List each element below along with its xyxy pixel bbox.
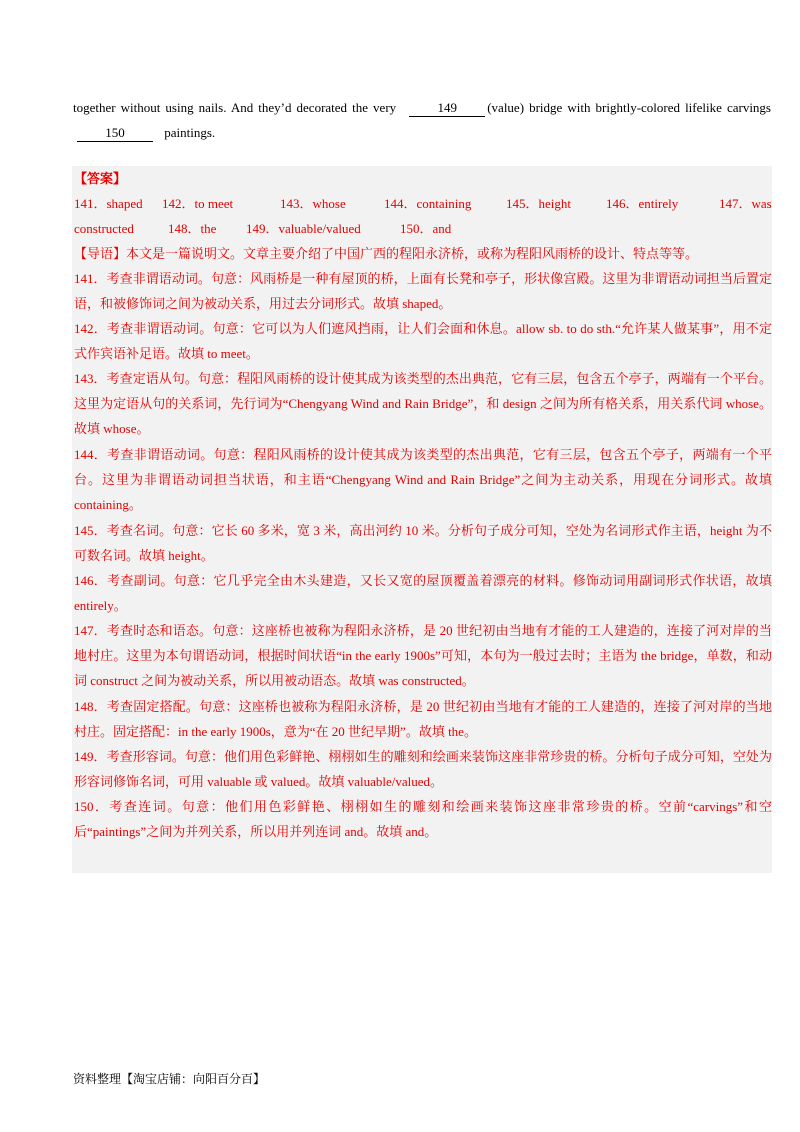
explanation-145: 145．考查名词。句意：它长 60 多米，宽 3 米，高出河约 10 米。分析句子成分可知，空处为名词形式作主语，height 为不可数名词。故填 height。 [74,523,772,563]
answer-143: 143．whose [280,196,346,211]
blank-149: 149 [409,100,485,117]
answer-box [72,166,772,873]
explanation-146: 146．考查副词。句意：它几乎完全由木头建造，又长又宽的屋顶覆盖着漂亮的材料。修饰动词用副词形式作状语，故填 entirely。 [74,573,772,613]
explanation-144: 144．考查非谓语动词。句意：程阳风雨桥的设计使其成为该类型的杰出典范，它有三层，包含五个亭子，两端有一个平台。这里为非谓语动词担当状语，和主语“Chengyang Wind and Rain Bridge”之间为主动关系，用现在分词形式。故填 containing。 [74,447,772,512]
answer-146: 146．entirely [606,196,679,211]
answer-147: 147．was [719,196,772,211]
answer-148: 148．the [168,221,217,236]
guide-text: 【导语】本文是一篇说明文。文章主要介绍了中国广西的程阳永济桥，或称为程阳风雨桥的设计、特点等等。 [74,246,699,261]
explanation-141: 141．考查非谓语动词。句意：风雨桥是一种有屋顶的桥，上面有长凳和亭子，形状像宫殿。这里为非谓语动词担当后置定语，和被修饰词之间为被动关系，用过去分词形式。故填 shaped。 [74,271,772,311]
passage-text [73,95,771,145]
explanation-147: 147．考查时态和语态。句意：这座桥也被称为程阳永济桥，是 20 世纪初由当地有才能的工人建造的，连接了河对岸的当地村庄。这里为本句谓语动词，根据时间状语“in the early 1900s”可知，本句为一般过去时；主语为 the bridge，单数，和动词 construct 之间为被动关系，所以用被动语态。故填 was constructed。 [74,623,772,688]
explanation-149: 149．考查形容词。句意：他们用色彩鲜艳、栩栩如生的雕刻和绘画来装饰这座非常珍贵的桥。分析句子成分可知，空处为形容词修饰名词，可用 valuable 或 valued。故填 valuable/valued。 [74,749,772,789]
explanation-143: 143．考查定语从句。句意：程阳风雨桥的设计使其成为该类型的杰出典范，它有三层，包含五个亭子，两端有一个平台。这里为定语从句的关系词，先行词为“Chengyang Wind and Rain Bridge”，和 design 之间为所有格关系，用关系代词 whose。故填 whose。 [74,371,772,436]
answer-title: 【答案】 [74,171,127,186]
passage-text-c: paintings. [161,125,216,140]
explanation-150: 150．考查连词。句意：他们用色彩鲜艳、栩栩如生的雕刻和绘画来装饰这座非常珍贵的桥。空前“carvings”和空后“paintings”之间为并列关系，所以用并列连词 and。故填 and。 [74,799,772,839]
answer-147-cont: constructed [74,221,134,236]
answer-142: 142．to meet [162,196,234,211]
blank-150: 150 [77,125,153,142]
passage-text-b: (value) bridge with brightly-colored lifelike carvings [487,100,771,115]
answer-141: 141．shaped [74,196,143,211]
answer-149: 149．valuable/valued [246,221,361,236]
footer-source: 资料整理【淘宝店铺：向阳百分百】 [73,1072,266,1086]
passage-text-a: together without using nails. And they’d decorated the very [73,100,402,115]
answer-150: 150．and [400,221,452,236]
explanation-142: 142．考查非谓语动词。句意：它可以为人们遮风挡雨，让人们会面和休息。allow sb. to do sth.“允许某人做某事”，用不定式作宾语补足语。故填 to meet。 [74,321,772,361]
explanation-148: 148．考查固定搭配。句意：这座桥也被称为程阳永济桥，是 20 世纪初由当地有才能的工人建造的，连接了河对岸的当地村庄。固定搭配：in the early 1900s，意为“在 20 世纪早期”。故填 the。 [74,699,772,739]
answer-144: 144．containing [384,196,472,211]
answer-145: 145．height [506,196,571,211]
